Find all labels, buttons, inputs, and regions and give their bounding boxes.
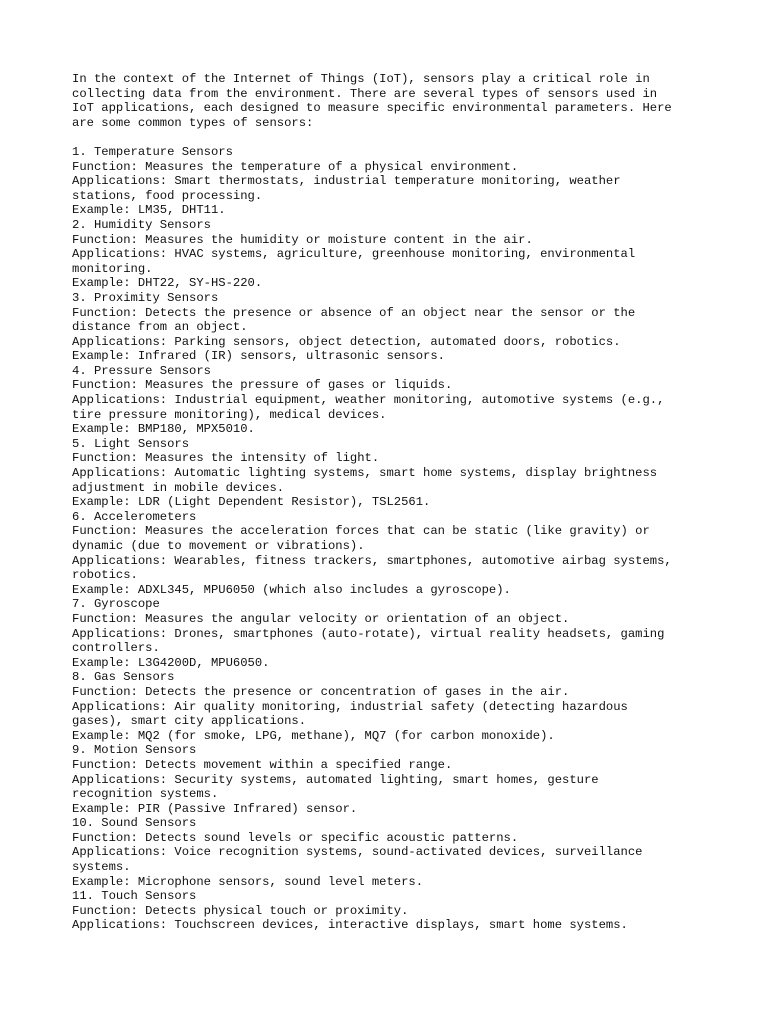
paragraph-gap bbox=[72, 130, 712, 145]
sensor-list bbox=[72, 145, 712, 933]
sensor-detail-line: Example: Infrared (IR) sensors, ultrasonic sensors. bbox=[72, 349, 445, 364]
sensor-detail-line: Applications: Security systems, automated lighting, smart homes, gesture bbox=[72, 772, 599, 787]
sensor-detail-line: Applications: Wearables, fitness trackers, smartphones, automotive airbag systems, bbox=[72, 553, 672, 568]
sensor-detail-line: Function: Measures the intensity of light. bbox=[72, 451, 380, 466]
sensor-section bbox=[72, 145, 712, 218]
sensor-section bbox=[72, 597, 712, 670]
sensor-detail-line: systems. bbox=[72, 860, 131, 875]
sensor-detail-line: Applications: Air quality monitoring, industrial safety (detecting hazardous bbox=[72, 699, 628, 714]
sensor-detail-line: Applications: Voice recognition systems, sound-activated devices, surveillance bbox=[72, 845, 643, 860]
sensor-section bbox=[72, 291, 712, 364]
sensor-detail-line: tire pressure monitoring), medical devices. bbox=[72, 407, 387, 422]
sensor-detail-line: Example: Microphone sensors, sound level meters. bbox=[72, 874, 424, 889]
intro-line: are some common types of sensors: bbox=[72, 115, 314, 130]
sensor-detail-line: gases), smart city applications. bbox=[72, 714, 307, 729]
sensor-detail-line: Example: DHT22, SY-HS-220. bbox=[72, 276, 263, 291]
sensor-heading: 11. Touch Sensors bbox=[72, 889, 197, 904]
sensor-detail-line: Applications: Smart thermostats, industrial temperature monitoring, weather bbox=[72, 174, 621, 189]
sensor-detail-line: Applications: Touchscreen devices, interactive displays, smart home systems. bbox=[72, 918, 628, 933]
sensor-detail-line: Applications: Drones, smartphones (auto-rotate), virtual reality headsets, gaming bbox=[72, 626, 665, 641]
sensor-detail-line: Function: Measures the humidity or moisture content in the air. bbox=[72, 232, 533, 247]
sensor-detail-line: Function: Detects the presence or concentration of gases in the air. bbox=[72, 684, 570, 699]
sensor-section bbox=[72, 218, 712, 291]
sensor-detail-line: Example: LM35, DHT11. bbox=[72, 203, 226, 218]
sensor-detail-line: distance from an object. bbox=[72, 320, 248, 335]
sensor-detail-line: Applications: Automatic lighting systems, smart home systems, display brightness bbox=[72, 466, 658, 481]
sensor-heading: 1. Temperature Sensors bbox=[72, 144, 233, 159]
sensor-section bbox=[72, 670, 712, 743]
document-body bbox=[72, 72, 712, 933]
sensor-detail-line: Function: Detects physical touch or proximity. bbox=[72, 903, 409, 918]
sensor-detail-line: Function: Detects movement within a specified range. bbox=[72, 757, 453, 772]
sensor-detail-line: Function: Detects the presence or absence of an object near the sensor or the bbox=[72, 305, 636, 320]
sensor-detail-line: Function: Measures the angular velocity or orientation of an object. bbox=[72, 611, 570, 626]
sensor-detail-line: Function: Detects sound levels or specific acoustic patterns. bbox=[72, 830, 519, 845]
sensor-section bbox=[72, 510, 712, 598]
sensor-detail-line: dynamic (due to movement or vibrations). bbox=[72, 539, 365, 553]
sensor-heading: 4. Pressure Sensors bbox=[72, 363, 211, 378]
sensor-detail-line: adjustment in mobile devices. bbox=[72, 480, 285, 495]
sensor-heading: 7. Gyroscope bbox=[72, 597, 160, 612]
intro-line: In the context of the Internet of Things (IoT), sensors play a critical role in bbox=[72, 72, 650, 86]
sensor-detail-line: Function: Measures the temperature of a physical environment. bbox=[72, 159, 519, 174]
sensor-heading: 5. Light Sensors bbox=[72, 436, 190, 451]
sensor-heading: 10. Sound Sensors bbox=[72, 816, 197, 831]
sensor-section bbox=[72, 437, 712, 510]
sensor-section bbox=[72, 889, 712, 933]
sensor-detail-line: Applications: Parking sensors, object detection, automated doors, robotics. bbox=[72, 334, 621, 349]
sensor-detail-line: stations, food processing. bbox=[72, 188, 263, 203]
sensor-detail-line: Applications: HVAC systems, agriculture, greenhouse monitoring, environmental bbox=[72, 247, 636, 262]
intro-line: IoT applications, each designed to measure specific environmental parameters. Here bbox=[72, 101, 672, 116]
sensor-detail-line: Function: Measures the pressure of gases or liquids. bbox=[72, 378, 453, 393]
sensor-heading: 9. Motion Sensors bbox=[72, 743, 197, 758]
sensor-section bbox=[72, 743, 712, 816]
sensor-detail-line: Function: Measures the acceleration forces that can be static (like gravity) or bbox=[72, 524, 650, 539]
intro-paragraph bbox=[72, 72, 712, 130]
sensor-detail-line: robotics. bbox=[72, 568, 138, 583]
sensor-detail-line: Example: BMP180, MPX5010. bbox=[72, 422, 255, 437]
sensor-heading: 8. Gas Sensors bbox=[72, 670, 175, 685]
intro-line: collecting data from the environment. There are several types of sensors used in bbox=[72, 86, 658, 101]
sensor-detail-line: Example: LDR (Light Dependent Resistor), TSL2561. bbox=[72, 495, 431, 510]
sensor-detail-line: Example: MQ2 (for smoke, LPG, methane), MQ7 (for carbon monoxide). bbox=[72, 728, 555, 743]
sensor-heading: 2. Humidity Sensors bbox=[72, 217, 211, 232]
sensor-detail-line: Applications: Industrial equipment, weather monitoring, automotive systems (e.g., bbox=[72, 393, 665, 408]
sensor-detail-line: controllers. bbox=[72, 641, 160, 656]
sensor-section bbox=[72, 364, 712, 437]
sensor-heading: 6. Accelerometers bbox=[72, 509, 197, 524]
sensor-section bbox=[72, 816, 712, 889]
sensor-detail-line: Example: L3G4200D, MPU6050. bbox=[72, 655, 270, 670]
sensor-detail-line: Example: ADXL345, MPU6050 (which also includes a gyroscope). bbox=[72, 582, 511, 597]
sensor-detail-line: monitoring. bbox=[72, 261, 153, 276]
sensor-heading: 3. Proximity Sensors bbox=[72, 290, 219, 305]
sensor-detail-line: recognition systems. bbox=[72, 787, 219, 802]
sensor-detail-line: Example: PIR (Passive Infrared) sensor. bbox=[72, 801, 358, 816]
